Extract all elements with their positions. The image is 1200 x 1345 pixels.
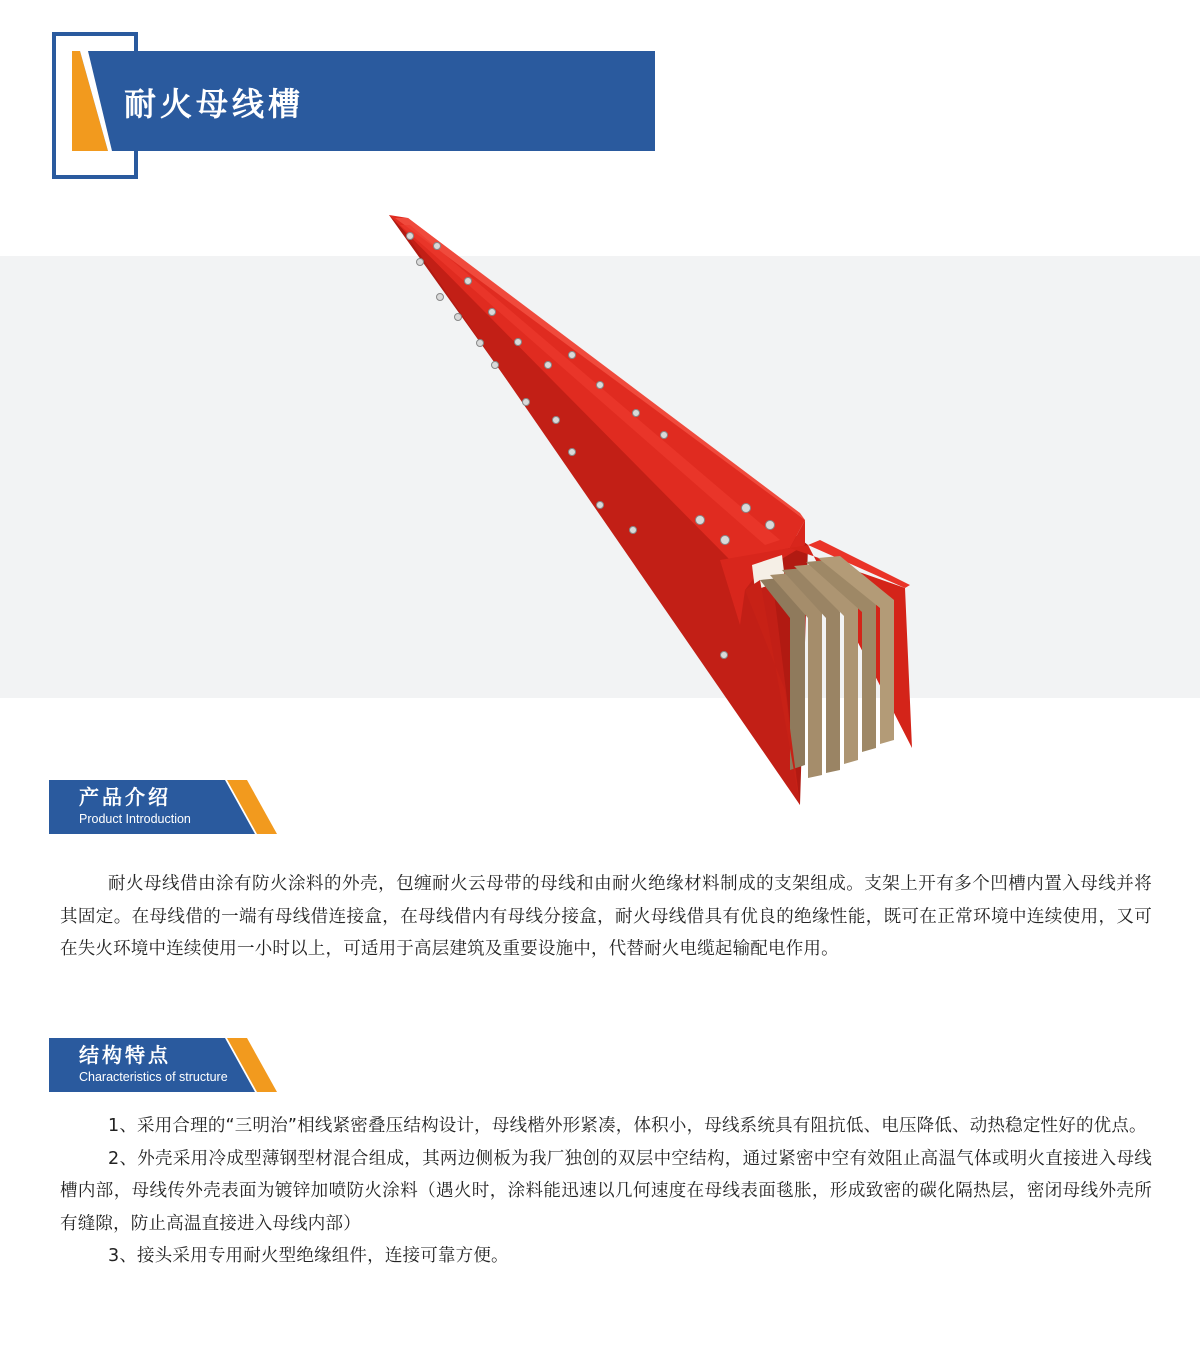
structure-subtitle: Characteristics of structure xyxy=(79,1070,228,1084)
intro-title: 产品介绍 xyxy=(79,785,171,809)
structure-item-3: 3、接头采用专用耐火型绝缘组件，连接可靠方便。 xyxy=(108,1246,509,1266)
structure-item-1: 1、采用合理的“三明治”相线紧密叠压结构设计，母线楷外形紧凑，体积小，母线系统具有阻抗低、电压降低、动热稳定性好的优点。 xyxy=(108,1116,1147,1136)
structure-title: 结构特点 xyxy=(79,1043,171,1067)
intro-header xyxy=(49,780,279,834)
structure-item-2: 2、外壳采用冷成型薄钢型材混合组成，其两边侧板为我厂独创的双层中空结构，通过紧密中空有效阻止高温气体或明火直接进入母线槽内部，母线传外壳表面为镀锌加喷防火涂料（遇火时，涂料能迅速以几何速度在母线表面毯胀，形成致密的碳化隔热层，密闭母线外壳所有缝隙，防止高温直接进入母线内部） xyxy=(60,1148,1152,1234)
intro-subtitle: Product Introduction xyxy=(79,812,191,826)
structure-header xyxy=(49,1038,279,1092)
structure-body xyxy=(60,1110,1152,1273)
intro-body xyxy=(60,868,1152,966)
page-title: 耐火母线槽 xyxy=(124,85,305,123)
intro-paragraph: 耐火母线借由涂有防火涂料的外壳，包缠耐火云母带的母线和由耐火绝缘材料制成的支架组成。支架上开有多个凹槽内置入母线并将其固定。在母线借的一端有母线借连接盒，在母线借内有母线分接盒，耐火母线借具有优良的绝缘性能，既可在正常环境中连续使用，又可在失火环境中连续使用一小时以上，可适用于高层建筑及重要设施中，代替耐火电缆起输配电作用。 xyxy=(60,874,1152,959)
